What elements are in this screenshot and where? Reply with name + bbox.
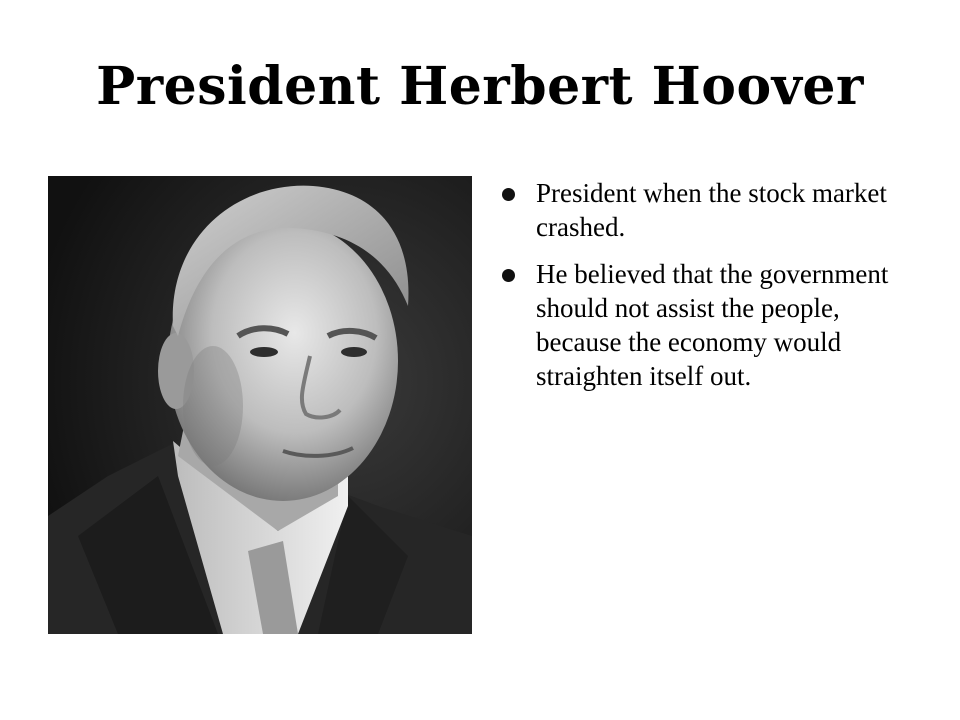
bullet-dot-icon [502, 188, 515, 201]
bullet-item [500, 176, 920, 244]
bullet-dot-icon [502, 269, 515, 282]
bullet-text: President when the stock market crashed. [536, 178, 887, 242]
slide-title: President Herbert Hoover [96, 56, 864, 117]
bullet-list [500, 176, 920, 406]
bullet-text: He believed that the government should not assist the people, because the economy would straighten itself out. [536, 259, 889, 391]
portrait-photo [48, 176, 472, 634]
bullet-item [500, 257, 920, 393]
portrait-illustration [48, 176, 472, 634]
